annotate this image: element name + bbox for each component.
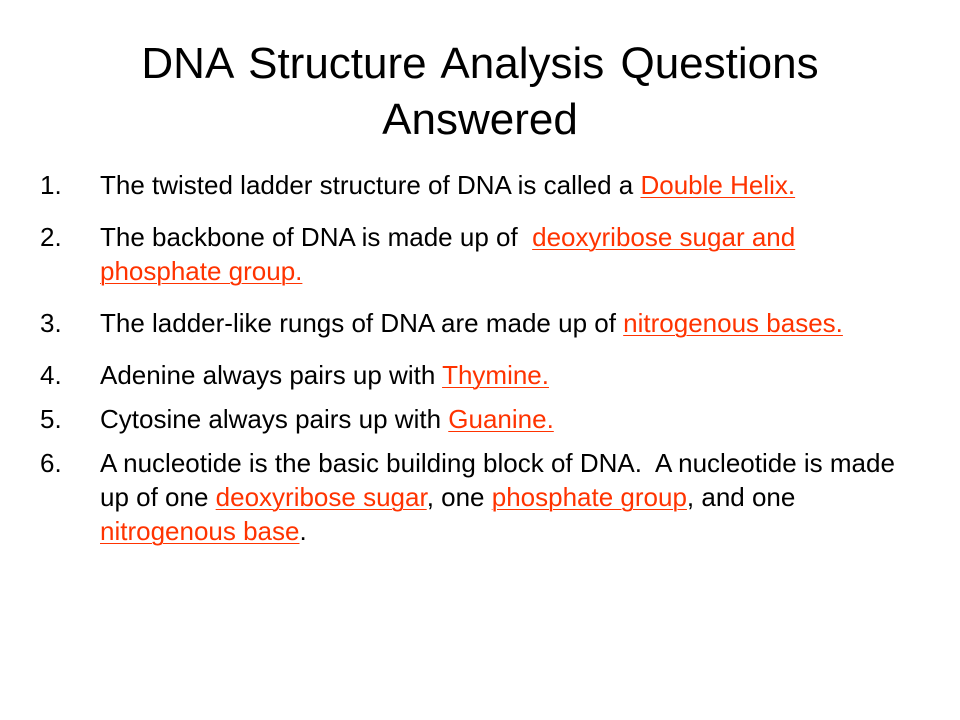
answer-text: Double Helix. — [640, 170, 796, 200]
answer-text: Thymine. — [442, 360, 549, 390]
answer-text: Guanine. — [448, 404, 554, 434]
list-item — [40, 220, 920, 288]
answer-text: nitrogenous base — [100, 516, 300, 546]
slide-title: DNA Structure Analysis Questions Answered — [141, 39, 819, 144]
answer-text: deoxyribose sugar and phosphate group. — [100, 222, 796, 286]
item-number: 2. — [40, 222, 62, 252]
item-number: 4. — [40, 360, 62, 390]
question-text: , one — [426, 482, 492, 512]
question-text: A nucleotide is the basic building block of DNA. A nucleotide is made up of one — [100, 448, 903, 512]
list-item — [40, 358, 920, 392]
question-text: Cytosine always pairs up with — [100, 404, 449, 434]
question-text: The twisted ladder structure of DNA is called a — [100, 170, 641, 200]
item-number: 5. — [40, 404, 62, 434]
question-text: Adenine always pairs up with — [100, 360, 443, 390]
answer-text: nitrogenous bases. — [623, 308, 843, 338]
item-number: 6. — [40, 448, 62, 478]
list-item — [40, 306, 920, 340]
list-item — [40, 446, 920, 548]
question-text: The ladder-like rungs of DNA are made up of — [100, 308, 624, 338]
question-text: The backbone of DNA is made up of — [100, 222, 533, 252]
answer-text: deoxyribose sugar — [215, 482, 427, 512]
list-item — [40, 168, 920, 202]
list-item — [40, 402, 920, 436]
item-number: 1. — [40, 170, 62, 200]
answer-list — [40, 168, 920, 566]
question-text: , and one — [686, 482, 796, 512]
question-text: . — [299, 516, 307, 546]
answer-text: phosphate group — [491, 482, 687, 512]
item-number: 3. — [40, 308, 62, 338]
